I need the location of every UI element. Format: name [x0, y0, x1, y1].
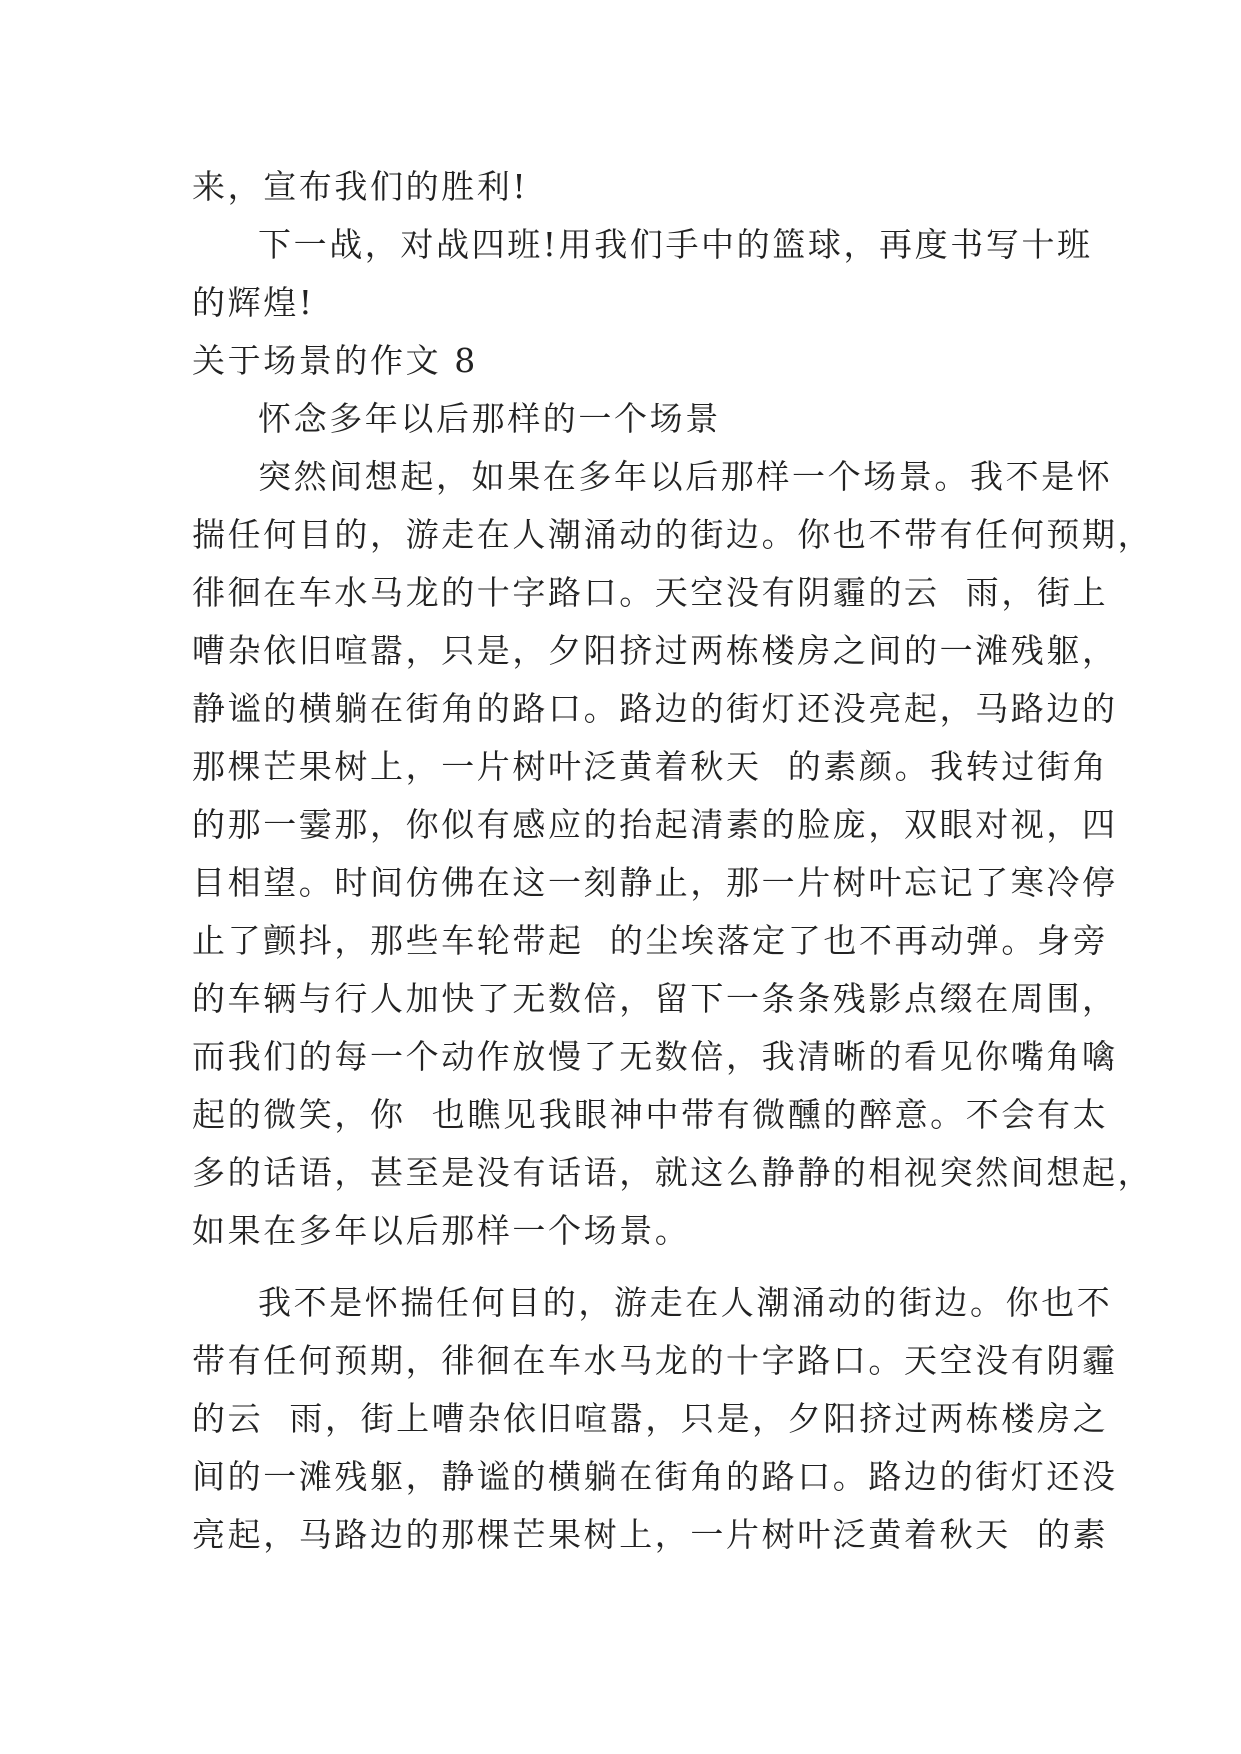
- text-line: 间的一滩残躯，静谧的横躺在街角的路口。路边的街灯还没: [192, 1457, 1118, 1496]
- text-line: 徘徊在车水马龙的十字路口。天空没有阴霾的云 雨，街上: [192, 573, 1109, 612]
- text-line: 多的话语，甚至是没有话语，就这么静静的相视突然间想起，: [192, 1153, 1154, 1192]
- text-line: 的那一霎那，你似有感应的抬起清素的脸庞，双眼对视，四: [192, 805, 1118, 844]
- text-line: 突然间想起，如果在多年以后那样一个场景。我不是怀: [258, 457, 1113, 496]
- text-line: 止了颤抖，那些车轮带起 的尘埃落定了也不再动弹。身旁: [192, 921, 1109, 960]
- text-line: 来，宣布我们的胜利!: [192, 167, 529, 206]
- essay-title: 怀念多年以后那样的一个场景: [258, 399, 721, 438]
- text-line: 静谧的横躺在街角的路口。路边的街灯还没亮起，马路边的: [192, 689, 1118, 728]
- text-line: 目相望。时间仿佛在这一刻静止，那一片树叶忘记了寒冷停: [192, 863, 1118, 902]
- body-text: [192, 158, 1154, 1564]
- text-line: 的辉煌!: [192, 283, 315, 322]
- section-heading: 关于场景的作文 8: [192, 341, 478, 380]
- text-line: 带有任何预期，徘徊在车水马龙的十字路口。天空没有阴霾: [192, 1341, 1118, 1380]
- text-line: 嘈杂依旧喧嚣，只是，夕阳挤过两栋楼房之间的一滩残躯，: [192, 631, 1118, 670]
- text-line: 揣任何目的，游走在人潮涌动的街边。你也不带有任何预期，: [192, 515, 1154, 554]
- text-line: 起的微笑，你 也瞧见我眼神中带有微醺的醉意。不会有太: [192, 1095, 1109, 1134]
- text-line: 那棵芒果树上，一片树叶泛黄着秋天 的素颜。我转过街角: [192, 747, 1109, 786]
- text-line: 下一战，对战四班!用我们手中的篮球，再度书写十班: [258, 225, 1093, 264]
- text-line: 而我们的每一个动作放慢了无数倍，我清晰的看见你嘴角噙: [192, 1037, 1118, 1076]
- text-line: 的云 雨，街上嘈杂依旧喧嚣，只是，夕阳挤过两栋楼房之: [192, 1399, 1109, 1438]
- text-line: 的车辆与行人加快了无数倍，留下一条条残影点缀在周围，: [192, 979, 1118, 1018]
- text-line: 如果在多年以后那样一个场景。: [192, 1211, 691, 1250]
- text-line: 我不是怀揣任何目的，游走在人潮涌动的街边。你也不: [258, 1283, 1113, 1322]
- text-line: 亮起，马路边的那棵芒果树上，一片树叶泛黄着秋天 的素: [192, 1515, 1109, 1554]
